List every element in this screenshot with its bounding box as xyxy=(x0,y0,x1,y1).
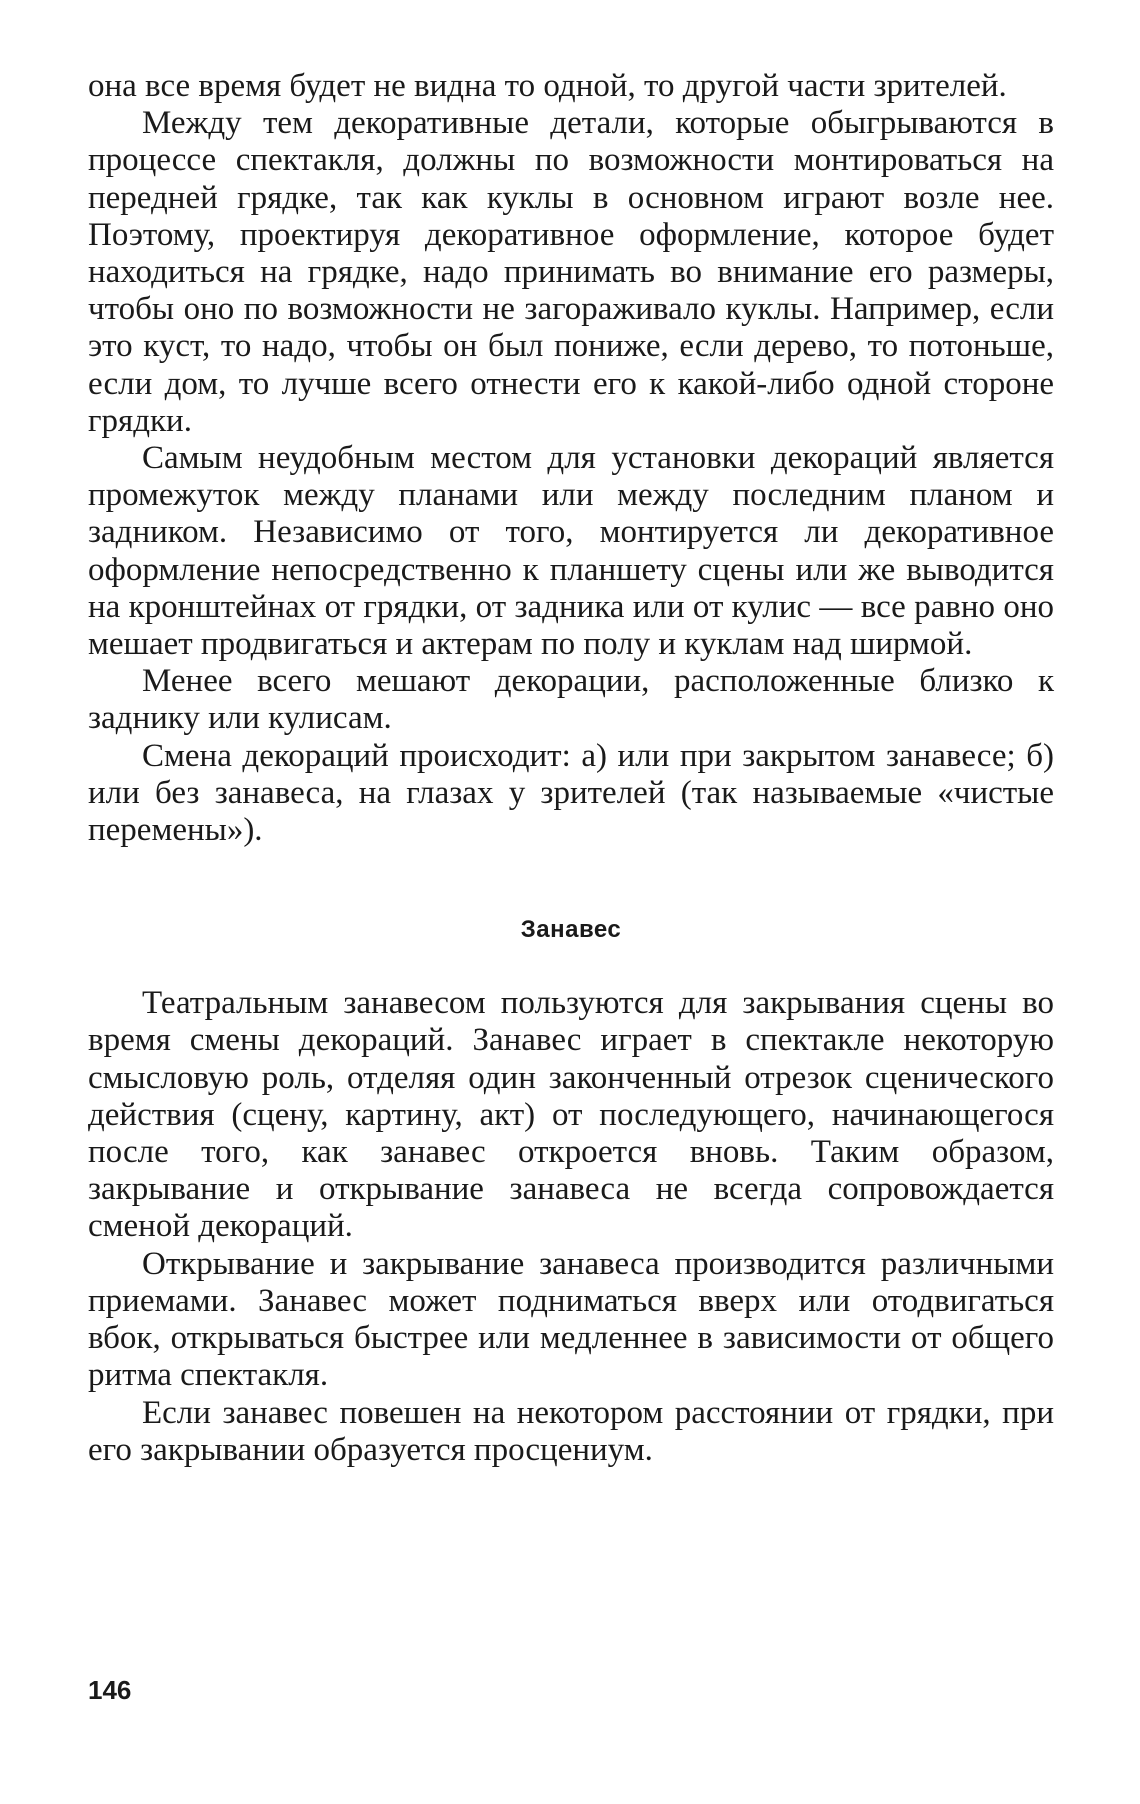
paragraph-continuation: она все время будет не видна то одной, то другой части зрителей. xyxy=(88,68,1007,104)
paragraph-scene-change: Смена декораций происходит: а) или при закрытом занавесе; б) или без занавеса, на глазах у зрителей (так называемые «чистые перемены»). xyxy=(88,737,1054,849)
paragraph-curtain-methods: Открывание и закрывание занавеса производится различными приемами. Занавес может подниматься вверх или отодвигаться вбок, открываться быстрее или медленнее в зависимости от общего ритма спектакля. xyxy=(88,1245,1054,1394)
paragraph-least-interference: Менее всего мешают декорации, расположенные близко к заднику или кулисам. xyxy=(88,663,1054,737)
section-heading: Занавес xyxy=(520,916,622,944)
book-page xyxy=(88,68,1054,1768)
page-number: 146 xyxy=(88,1675,132,1705)
paragraph-proscenium: Если занавес повешен на некотором расстоянии от грядки, при его закрывании образуется просцениум. xyxy=(88,1394,1054,1468)
paragraph-decorative-details: Между тем декоративные детали, которые обыгрываются в процессе спектакля, должны по возможности монтироваться на передней грядке, так как куклы в основном играют возле нее. Поэтому, проектируя декоративное оформление, которое будет находиться на грядке, надо принимать во внимание его размеры, чтобы оно по возможности не загораживало куклы. Например, если это куст, то надо, чтобы он был пониже, если дерево, то потоньше, если дом, то лучше всего отнести его к какой-либо одной стороне грядки. xyxy=(88,105,1054,439)
paragraph-inconvenient-place: Самым неудобным местом для установки декораций является промежуток между планами или между последним планом и задником. Независимо от того, монтируется ли декоративное оформление непосредственно к планшету сцены или же выводится на кронштейнах от грядки, от задника или от кулис — все равно оно мешает продвигаться и актерам по полу и куклам над ширмой. xyxy=(88,440,1054,663)
paragraph-curtain-purpose: Театральным занавесом пользуются для закрывания сцены во время смены декораций. Занавес играет в спектакле некоторую смысловую роль, отделяя один законченный отрезок сценического действия (сцену, картину, акт) от последующего, начинающегося после того, как занавес откроется вновь. Таким образом, закрывание и открывание занавеса не всегда сопровождается сменой декораций. xyxy=(88,985,1054,1245)
